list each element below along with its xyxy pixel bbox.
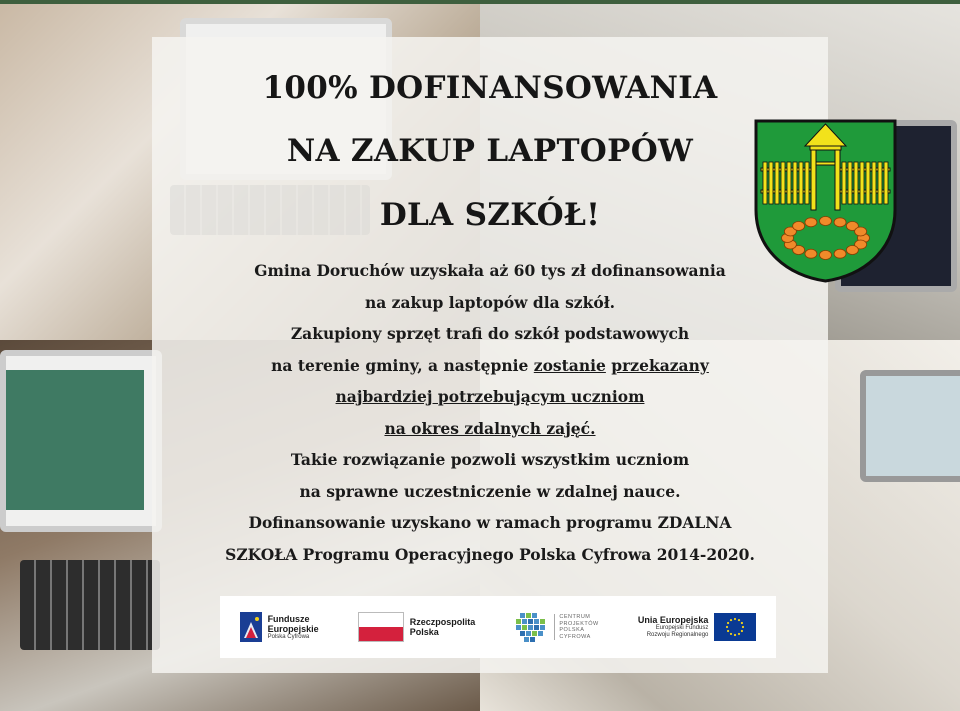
fence-picket (799, 162, 803, 204)
stone-ring-mark (855, 227, 867, 236)
text-line (172, 350, 808, 382)
stone-ring-mark (820, 251, 832, 260)
stone-ring-mark (834, 218, 846, 227)
cpp-line-2: PROJEKTÓW (559, 620, 599, 627)
centrum-projektow-logo (514, 611, 598, 643)
cpp-line-3: POLSKA (559, 627, 585, 633)
top-strip (0, 0, 960, 4)
headline-line-2: NA ZAKUP LAPTOPÓW (286, 133, 694, 169)
polish-flag-icon (358, 612, 404, 642)
underlined-text: przekazany (611, 355, 709, 375)
stone-ring-mark (834, 249, 846, 258)
stone-ring-mark (805, 218, 817, 227)
rp-name-1: Rzeczpospolita (409, 617, 476, 627)
stone-ring-mark (846, 246, 858, 255)
unia-europejska-logo (638, 613, 757, 641)
gmina-coat-of-arms (753, 118, 898, 284)
ue-sub-2: Rozwoju Regionalnego (646, 632, 709, 638)
eu-star-icon (726, 626, 728, 628)
rp-name-2: Polska (409, 627, 439, 637)
ue-name: Unia Europejska (637, 615, 709, 625)
fence-picket (842, 162, 846, 204)
text-segment: na terenie gminy, a następnie (271, 355, 534, 375)
fe-name-1: Fundusze (267, 613, 310, 624)
underlined-text: zostanie (533, 355, 606, 375)
fe-name-2: Europejskie (267, 623, 319, 634)
chalkboard-decor (6, 370, 144, 510)
text-line: SZKOŁA Programu Operacyjnego Polska Cyfrowa 2014-2020. (225, 544, 755, 564)
stone-ring-mark (805, 249, 817, 258)
eu-star-icon (727, 622, 729, 624)
stone-ring-mark (820, 217, 832, 226)
eu-star-icon (730, 633, 732, 635)
cpp-line-1: CENTRUM (559, 614, 591, 620)
announcement-text (172, 255, 808, 570)
text-line: Gmina Doruchów uzyskała aż 60 tys zł dofinansowania (254, 261, 726, 280)
fence-picket (805, 162, 809, 204)
laptop-screen-decor-4 (860, 370, 960, 482)
eu-star-icon (727, 630, 729, 632)
rzeczpospolita-logo (358, 612, 476, 642)
text-line: Zakupiony sprzęt trafi do szkół podstawowych (290, 324, 690, 343)
cpp-map-icon (514, 611, 548, 643)
eu-star-icon (741, 630, 743, 632)
text-line: na zakup laptopów dla szkół. (364, 292, 616, 312)
headline-line-1: 100% DOFINANSOWANIA (262, 70, 718, 106)
eu-star-icon (734, 618, 736, 620)
fence-picket (763, 162, 767, 204)
fence-picket (872, 162, 876, 204)
fence-picket (793, 162, 797, 204)
fence-picket (769, 162, 773, 204)
keyboard-decor-2 (20, 560, 160, 650)
underlined-line: na okres zdalnych zajęć. (384, 418, 596, 438)
fence-picket (854, 162, 858, 204)
headline-line-3: DLA SZKÓŁ! (379, 197, 601, 233)
ue-sub-1: Europejski Fundusz (655, 625, 709, 631)
eu-star-icon (738, 633, 740, 635)
fence-picket (787, 162, 791, 204)
fence-picket (775, 162, 779, 204)
eu-star-icon (742, 626, 744, 628)
text-line: Dofinansowanie uzyskano w ramach programu ZDALNA (248, 513, 732, 532)
eu-star-icon (741, 622, 743, 624)
underlined-line: najbardziej potrzebującym uczniom (335, 387, 645, 406)
eu-star-icon (734, 634, 736, 636)
eu-star-icon (730, 619, 732, 621)
eu-flag-icon (714, 613, 756, 641)
stone-ring-mark (793, 221, 805, 230)
text-line: Takie rozwiązanie pozwoli wszystkim uczniom (290, 450, 690, 469)
fundusze-europejskie-logo (240, 612, 319, 642)
fence-picket (848, 162, 852, 204)
eu-star-icon (738, 619, 740, 621)
fence-picket (866, 162, 870, 204)
cpp-line-4: CYFROWA (559, 633, 591, 640)
text-line: na sprawne uczestniczenie w zdalnej nauce. (299, 481, 681, 501)
fe-sub: Polska Cyfrowa (267, 633, 310, 640)
fence-picket (781, 162, 785, 204)
funding-logos-bar (220, 596, 776, 658)
fundusze-europejskie-icon (240, 612, 262, 642)
fence-picket (878, 162, 882, 204)
fence-picket (884, 162, 888, 204)
fence-picket (860, 162, 864, 204)
content-panel (152, 37, 828, 673)
